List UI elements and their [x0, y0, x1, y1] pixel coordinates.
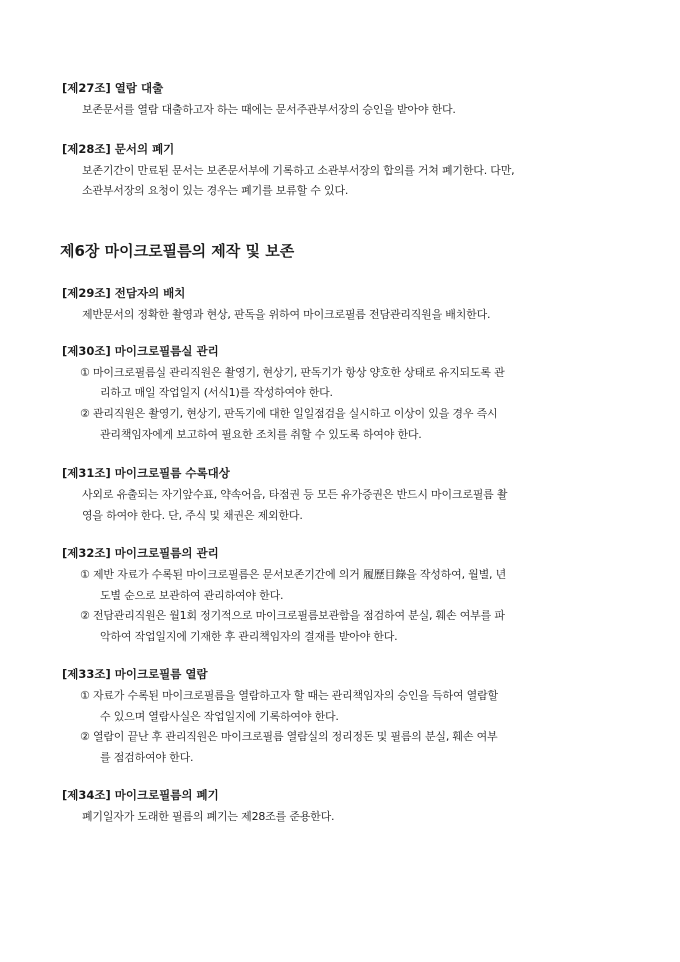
article-33-item-2: ② 열람이 끝난 후 관리직원은 마이크로필름 열람실의 정리정돈 및 필름의 분실, 훼손 여부	[80, 730, 498, 743]
article-32-item-2-cont: 악하여 작업일지에 기재한 후 관리책임자의 결재를 받아야 한다.	[100, 630, 398, 643]
article-28-title: [제28조] 문서의 폐기	[62, 142, 175, 156]
article-30-item-2-cont: 관리책임자에게 보고하여 필요한 조치를 취할 수 있도록 하여야 한다.	[100, 428, 422, 441]
article-27-text: 보존문서를 열람 대출하고자 하는 때에는 문서주관부서장의 승인을 받아야 한다.	[82, 103, 456, 116]
article-34-text: 폐기일자가 도래한 필름의 폐기는 제28조를 준용한다.	[82, 810, 335, 823]
article-28-text-line: 보존기간이 만료된 문서는 보존문서부에 기록하고 소관부서장의 합의를 거쳐 폐기한다. 다만,	[82, 164, 515, 177]
article-27-title: [제27조] 열람 대출	[62, 81, 164, 95]
article-33-item-1: ① 자료가 수록된 마이크로필름을 열람하고자 할 때는 관리책임자의 승인을 득하여 열람할	[80, 689, 498, 702]
article-31-title: [제31조] 마이크로필름 수록대상	[62, 466, 230, 480]
article-32-title: [제32조] 마이크로필름의 관리	[62, 546, 219, 560]
article-34-title: [제34조] 마이크로필름의 폐기	[62, 788, 219, 802]
article-32-item-1: ① 제반 자료가 수록된 마이크로필름은 문서보존기간에 의거 履歷目錄을 작성하여, 월별, 년	[80, 568, 507, 581]
article-33-title: [제33조] 마이크로필름 열람	[62, 667, 208, 681]
article-29-text: 제반문서의 정확한 촬영과 현상, 판독을 위하여 마이크로필름 전담관리직원을 배치한다.	[82, 308, 491, 321]
article-28-text-line: 소관부서장의 요청이 있는 경우는 폐기를 보류할 수 있다.	[82, 184, 349, 197]
article-30-title: [제30조] 마이크로필름실 관리	[62, 344, 219, 358]
article-32-item-1-cont: 도별 순으로 보관하여 관리하여야 한다.	[100, 589, 284, 602]
article-31-text-line: 영을 하여야 한다. 단, 주식 및 채권은 제외한다.	[82, 509, 303, 522]
article-29-title: [제29조] 전담자의 배치	[62, 286, 186, 300]
article-30-item-1-cont: 리하고 매일 작업일지 (서식1)를 작성하여야 한다.	[100, 386, 333, 399]
article-33-item-2-cont: 를 점검하여야 한다.	[100, 751, 194, 764]
article-32-item-2: ② 전담관리직원은 월1회 정기적으로 마이크로필름보관함을 점검하여 분실, 훼손 여부를 파	[80, 609, 505, 622]
article-31-text-line: 사외로 유출되는 자기앞수표, 약속어음, 타점권 등 모든 유가증권은 반드시 마이크로필름 촬	[82, 488, 508, 501]
article-30-item-2: ② 관리직원은 촬영기, 현상기, 판독기에 대한 일일점검을 실시하고 이상이 있을 경우 즉시	[80, 407, 498, 420]
article-33-item-1-cont: 수 있으며 열람사실은 작업일지에 기록하여야 한다.	[100, 710, 339, 723]
chapter-6-heading: 제6장 마이크로필름의 제작 및 보존	[60, 242, 295, 260]
article-30-item-1: ① 마이크로필름실 관리직원은 촬영기, 현상기, 판독기가 항상 양호한 상태로 유지되도록 관	[80, 366, 505, 379]
